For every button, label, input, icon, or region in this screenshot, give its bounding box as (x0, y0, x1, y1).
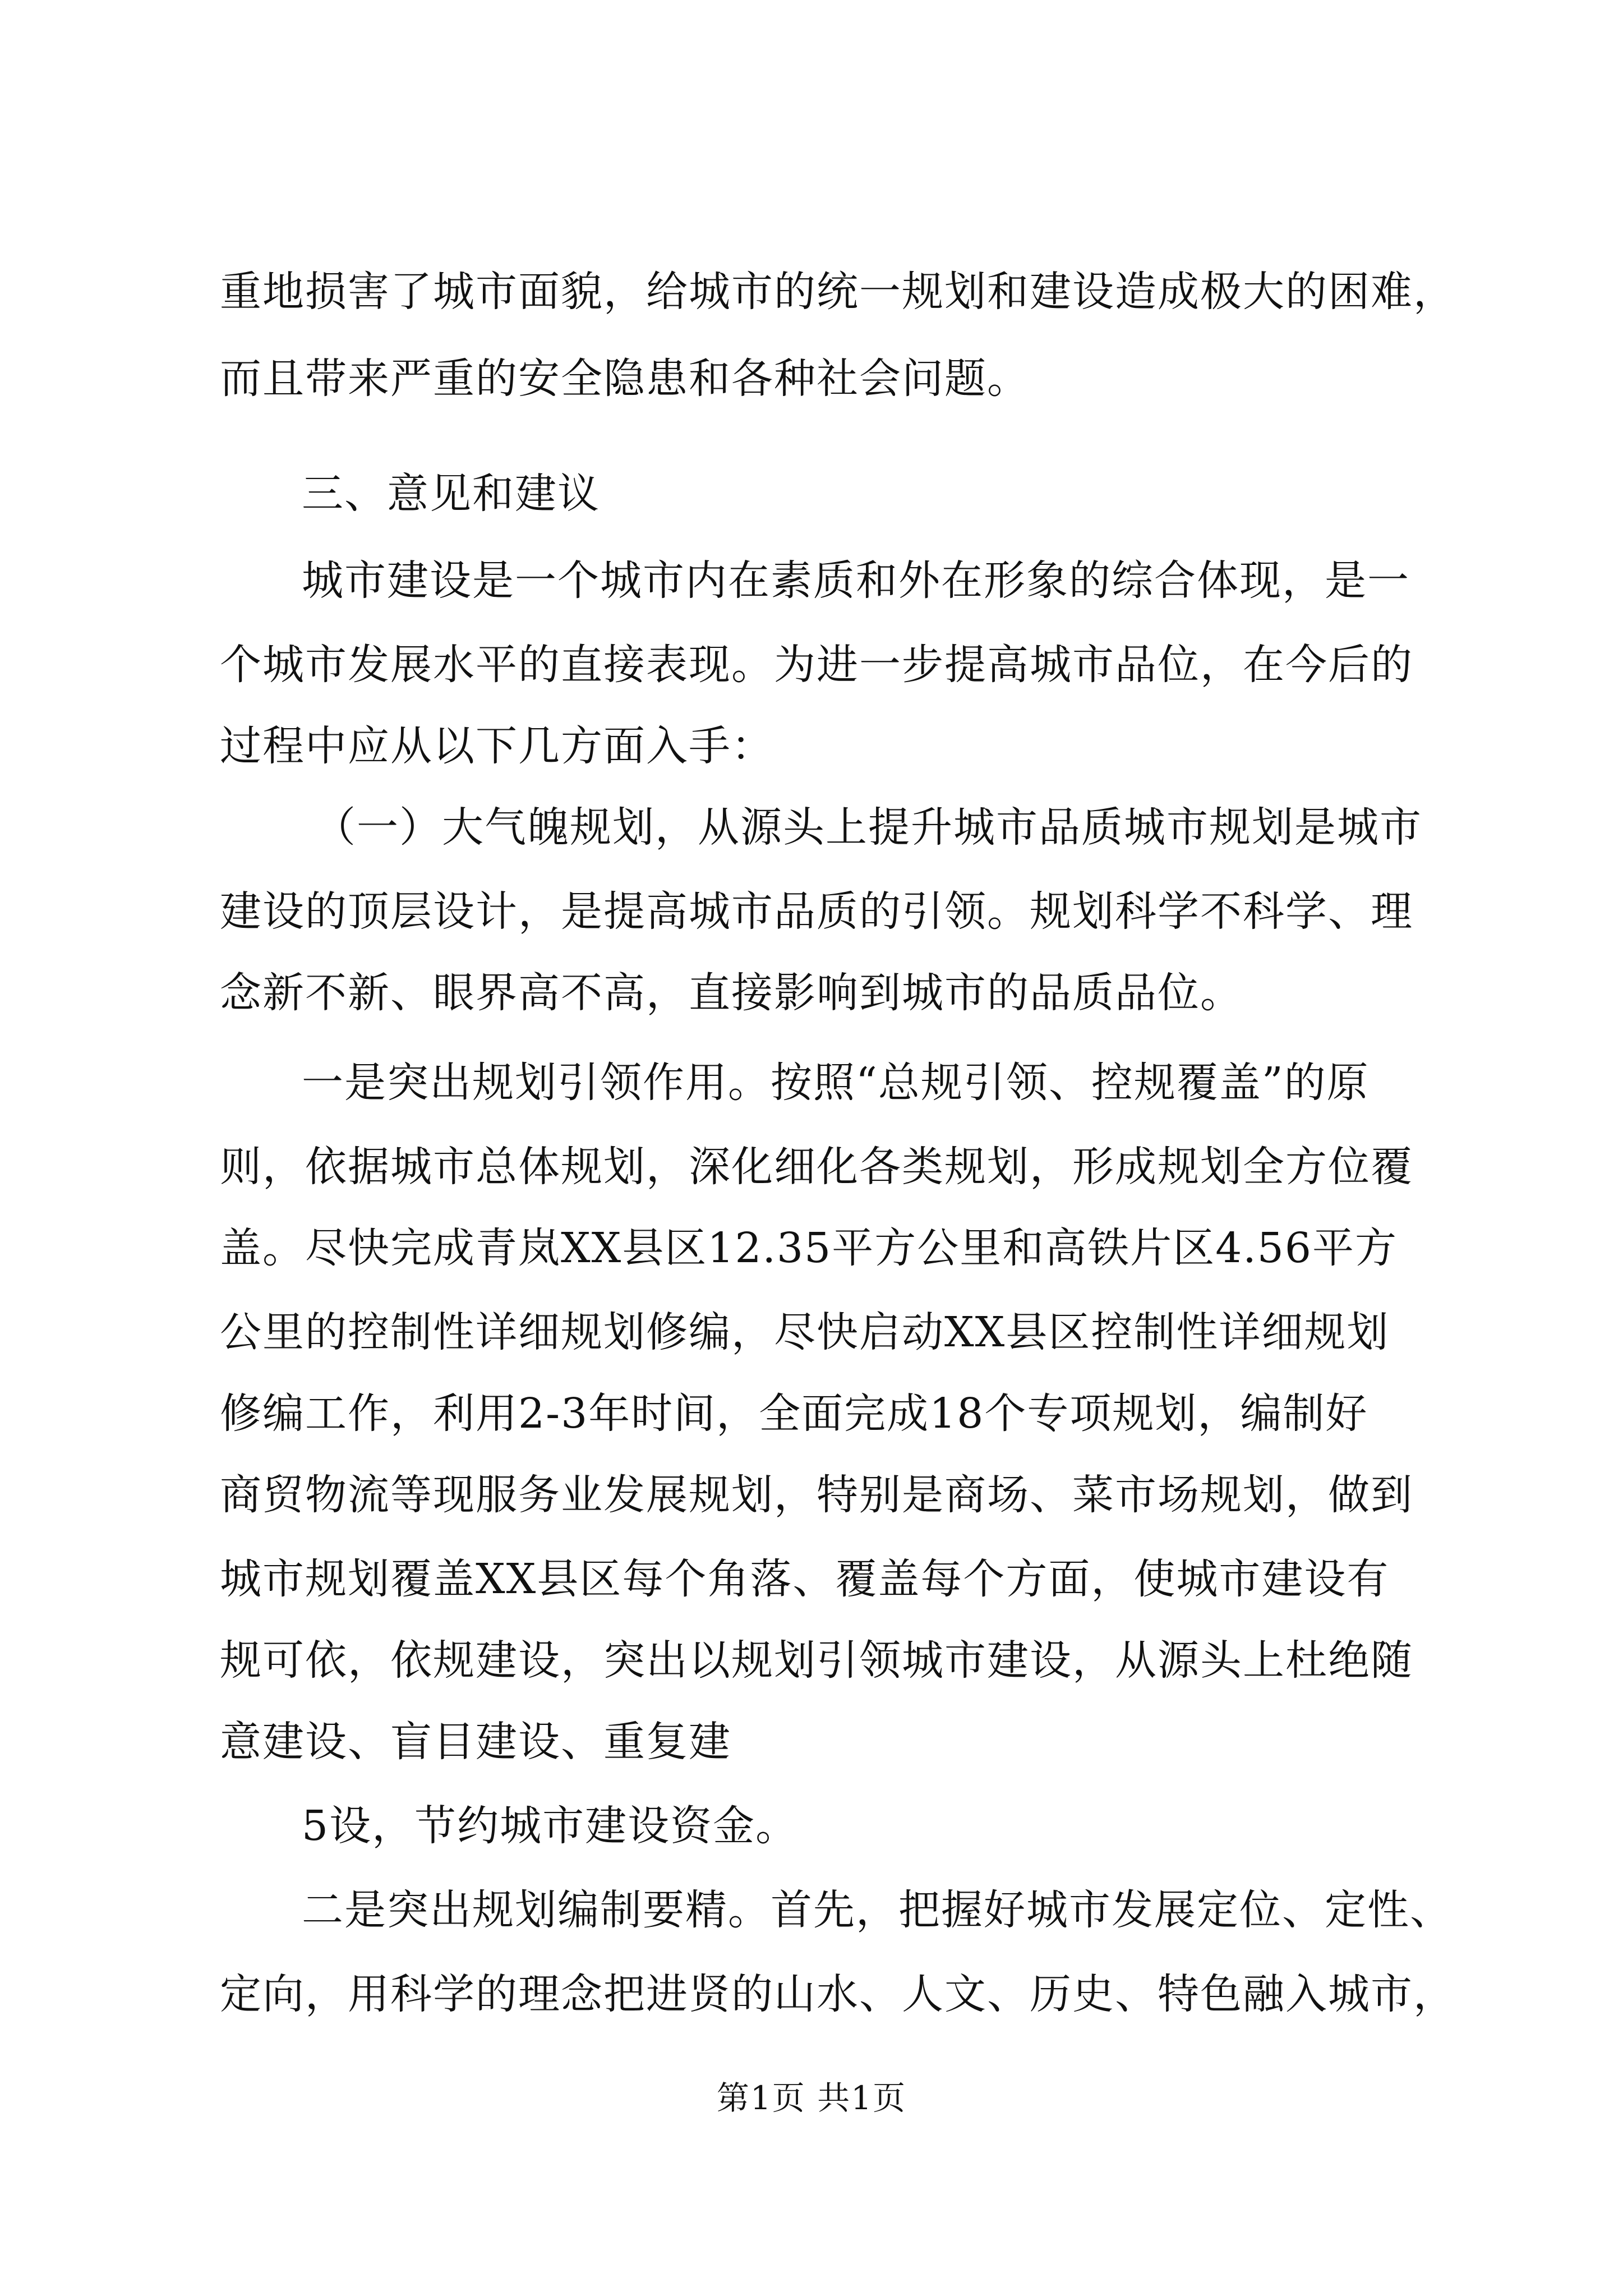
text-line: 定向，用科学的理念把进贤的山水、人文、历史、特色融入城市， (220, 1970, 1456, 2018)
text-line: 建设的顶层设计，是提高城市品质的引领。规划科学不科学、理 (220, 887, 1413, 936)
text-line: 重地损害了城市面貌，给城市的统一规划和建设造成极大的困难， (220, 268, 1456, 316)
text-line: 过程中应从以下几方面入手： (220, 722, 774, 770)
text-line: 念新不新、眼界高不高，直接影响到城市的品质品位。 (220, 969, 1243, 1017)
text-line: 盖。尽快完成青岚XX县区12.35平方公里和高铁片区4.56平方 (220, 1224, 1398, 1272)
text-line: 5设，节约城市建设资金。 (302, 1802, 799, 1850)
text-line: 城市建设是一个城市内在素质和外在形象的综合体现，是一 (302, 556, 1410, 605)
text-line: 则，依据城市总体规划，深化细化各类规划，形成规划全方位覆 (220, 1143, 1413, 1191)
text-line: 而且带来严重的安全隐患和各种社会问题。 (220, 355, 1030, 403)
text-line: 个城市发展水平的直接表现。为进一步提高城市品位，在今后的 (220, 641, 1413, 689)
page-footer: 第1页 共1页 (716, 2079, 907, 2117)
text-line: 规可依，依规建设，突出以规划引领城市建设，从源头上杜绝随 (220, 1636, 1413, 1685)
text-line: 意建设、盲目建设、重复建 (220, 1718, 731, 1766)
text-line: 一是突出规划引领作用。按照“总规引领、控规覆盖”的原 (302, 1059, 1370, 1107)
text-line: 修编工作，利用2-3年时间，全面完成18个专项规划，编制好 (220, 1389, 1368, 1438)
section-heading: 三、意见和建议 (302, 470, 600, 518)
subsection-heading: （一）大气魄规划，从源头上提升城市品质城市规划是城市 (314, 803, 1422, 852)
text-line: 城市规划覆盖XX县区每个角落、覆盖每个方面，使城市建设有 (220, 1555, 1390, 1603)
text-line: 公里的控制性详细规划修编，尽快启动XX县区控制性详细规划 (220, 1308, 1390, 1356)
text-line: 二是突出规划编制要精。首先，把握好城市发展定位、定性、 (302, 1886, 1453, 1934)
text-line: 商贸物流等现服务业发展规划，特别是商场、菜市场规划，做到 (220, 1471, 1413, 1519)
